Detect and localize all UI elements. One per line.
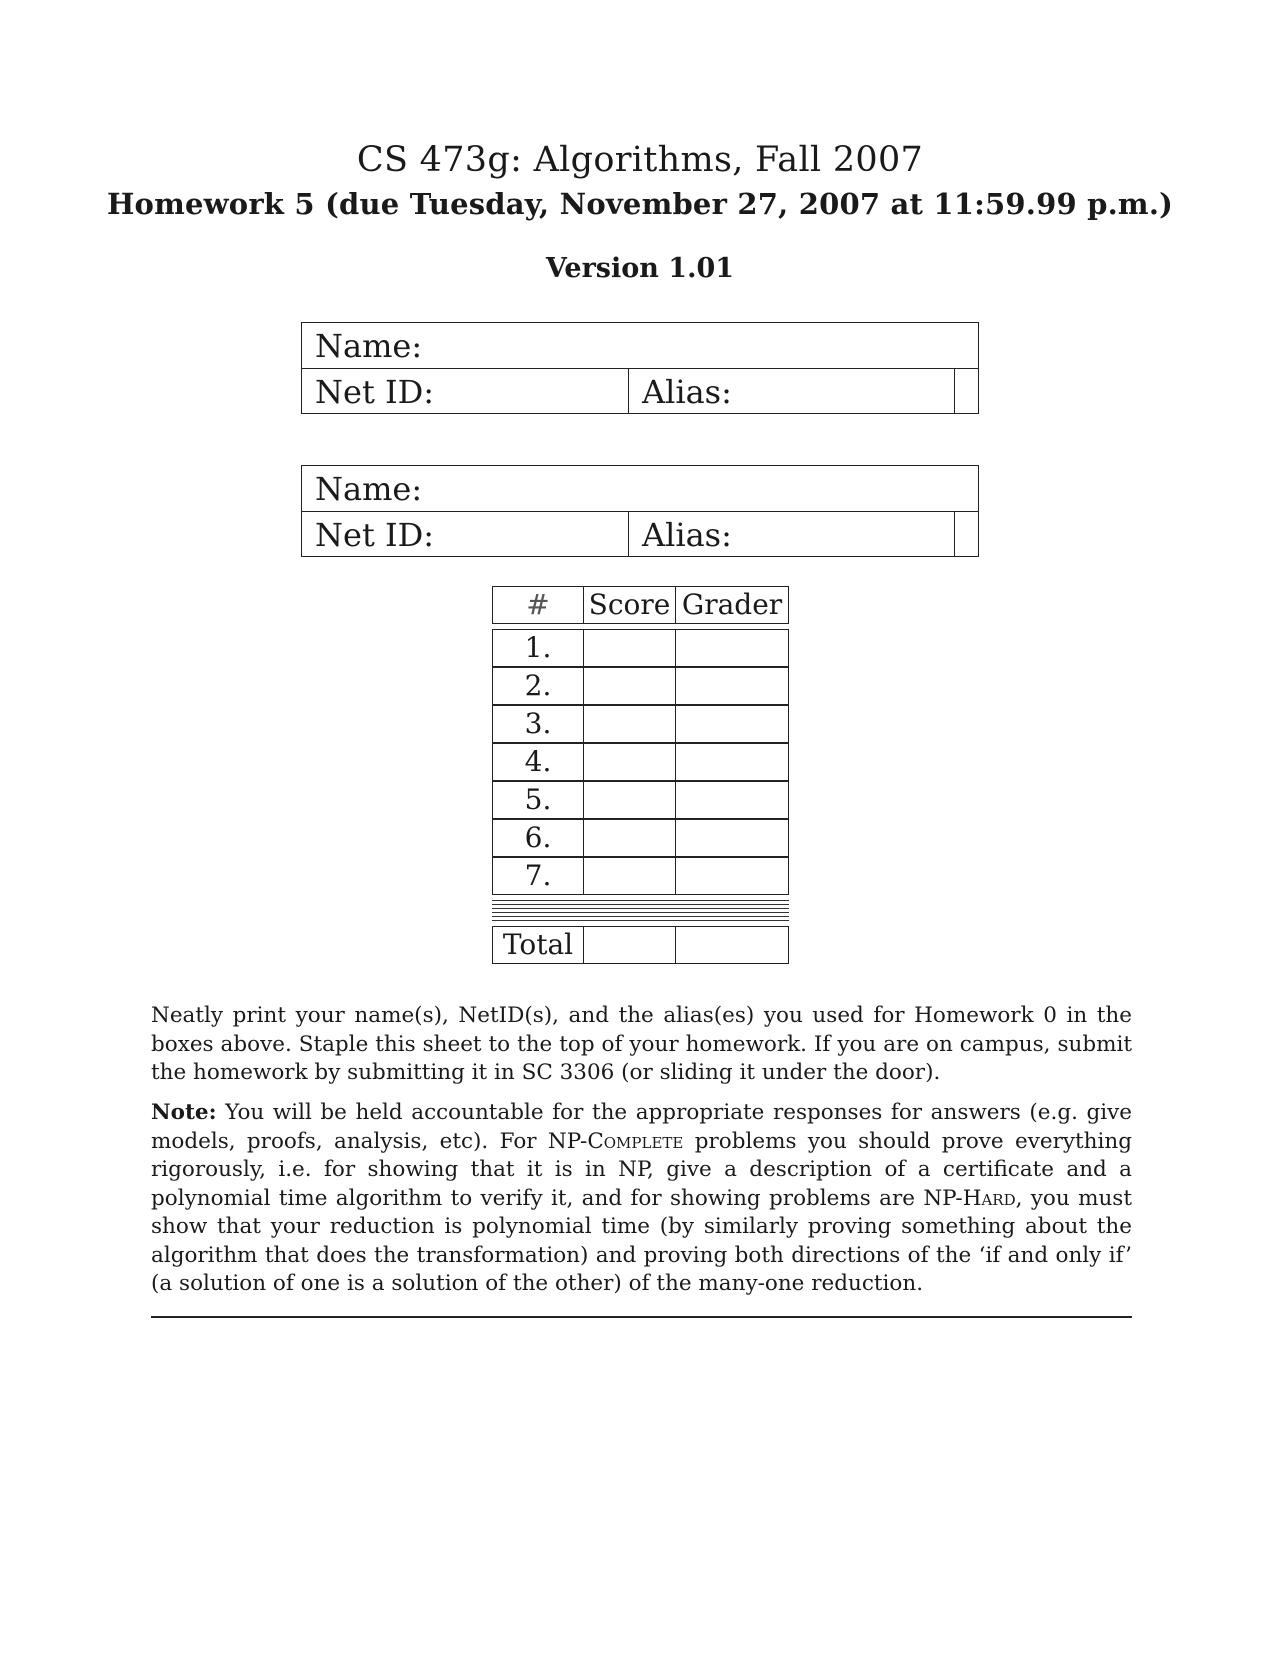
alias-field[interactable] xyxy=(629,512,955,557)
student-info-box-2 xyxy=(301,465,979,557)
grader-cell[interactable] xyxy=(676,668,788,704)
note-text-1: You will be held accountable for the appropriate responses for answers (e.g. give models, proofs, analysis, etc). For NP- xyxy=(151,1100,1132,1154)
alias-field[interactable] xyxy=(629,369,955,414)
score-cell[interactable] xyxy=(584,706,676,742)
header-number: # xyxy=(493,587,584,623)
table-row xyxy=(492,857,789,895)
score-cell[interactable] xyxy=(584,668,676,704)
header-score: Score xyxy=(584,587,676,623)
header-grader: Grader xyxy=(681,588,783,621)
score-cell[interactable] xyxy=(584,630,676,666)
total-score-cell[interactable] xyxy=(584,927,676,963)
table-row xyxy=(492,705,789,743)
horizontal-rule xyxy=(151,1316,1132,1318)
alias-label: Alias: xyxy=(642,373,732,411)
table-row xyxy=(492,667,789,705)
note-paragraph xyxy=(151,1099,1132,1299)
total-label: Total xyxy=(493,927,584,963)
problem-number: 5. xyxy=(493,782,584,818)
name-field[interactable] xyxy=(302,466,978,512)
total-grader-cell[interactable] xyxy=(676,927,788,963)
grader-cell[interactable] xyxy=(676,630,788,666)
table-row xyxy=(492,629,789,667)
score-table-header xyxy=(492,586,789,624)
score-cell[interactable] xyxy=(584,820,676,856)
table-row xyxy=(492,781,789,819)
np-complete-term: Complete xyxy=(587,1128,684,1154)
course-title: CS 473g: Algorithms, Fall 2007 xyxy=(356,140,924,180)
grader-cell[interactable] xyxy=(676,706,788,742)
note-text-3: , you must show that your reduction is polynomial time (by similarly proving something about the algorithm that does the transformation) and proving both directions of the ‘if and only if’ (a solution of one is a solution of the other) of the many-one reduction. xyxy=(151,1185,1132,1296)
table-row xyxy=(492,743,789,781)
name-label: Name: xyxy=(315,470,423,508)
alias-label: Alias: xyxy=(642,516,732,554)
note-text-2: problems you should prove everything rigorously, i.e. for showing that it is in NP, give a description of a certificate and a polynomial time algorithm to verify it, and for showing problems are NP- xyxy=(151,1128,1132,1211)
problem-number: 1. xyxy=(493,630,584,666)
total-row xyxy=(492,926,789,964)
problem-number: 2. xyxy=(493,668,584,704)
homework-subtitle: Homework 5 (due Tuesday, November 27, 2007 at 11:59.99 p.m.) xyxy=(106,187,1174,221)
version-label: Version 1.01 xyxy=(545,253,735,284)
instructions-paragraph: Neatly print your name(s), NetID(s), and the alias(es) you used for Homework 0 in the boxes above. Staple this sheet to the top of your homework. If you are on campus, submit the homework by submitting it in SC 3306 (or sliding it under the door). xyxy=(151,1003,1132,1085)
table-row xyxy=(492,819,789,857)
problem-number: 6. xyxy=(493,820,584,856)
problem-number: 7. xyxy=(493,858,584,894)
np-hard-term: Hard xyxy=(962,1185,1016,1211)
grader-cell[interactable] xyxy=(676,820,788,856)
student-info-box-1 xyxy=(301,322,979,414)
note-label: Note: xyxy=(151,1100,217,1125)
grader-cell[interactable] xyxy=(676,858,788,894)
name-field[interactable] xyxy=(302,323,978,369)
netid-label: Net ID: xyxy=(315,373,435,411)
grader-cell[interactable] xyxy=(676,744,788,780)
score-cell[interactable] xyxy=(584,744,676,780)
score-cell[interactable] xyxy=(584,782,676,818)
netid-label: Net ID: xyxy=(315,516,435,554)
problem-number: 3. xyxy=(493,706,584,742)
box-end-cell xyxy=(955,512,979,557)
netid-field[interactable] xyxy=(302,512,629,557)
total-separator-lines xyxy=(492,900,789,924)
grader-cell[interactable] xyxy=(676,782,788,818)
name-label: Name: xyxy=(315,327,423,365)
box-end-cell xyxy=(955,369,979,414)
score-cell[interactable] xyxy=(584,858,676,894)
problem-number: 4. xyxy=(493,744,584,780)
netid-field[interactable] xyxy=(302,369,629,414)
